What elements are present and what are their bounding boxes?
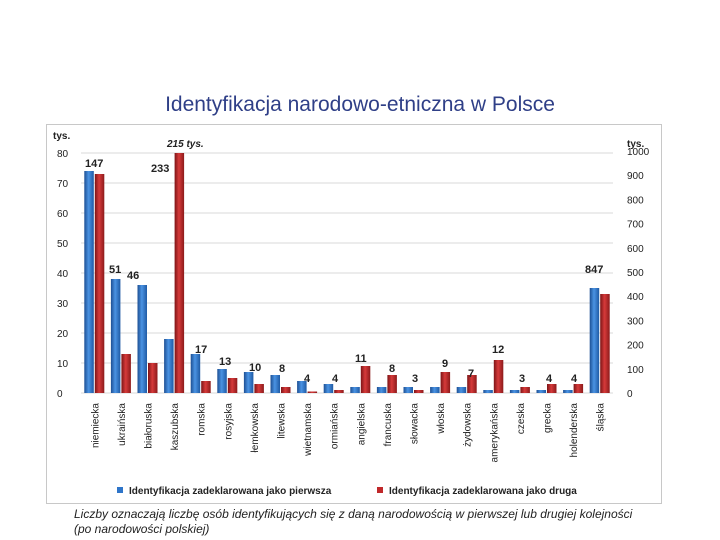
right-tick-label: 300 (627, 316, 644, 328)
left-tick-label: 0 (57, 389, 63, 400)
category-label: śląska (595, 403, 607, 432)
left-tick-label: 10 (57, 359, 69, 370)
bar-second-9 (334, 390, 344, 393)
data-label: 12 (492, 344, 505, 356)
bar-second-13 (441, 372, 451, 393)
category-label: romska (196, 403, 208, 436)
bar-chart (47, 125, 661, 503)
bar-second-0 (95, 174, 105, 393)
gridlines (81, 153, 613, 393)
bar-first-2 (138, 285, 148, 393)
data-label: 13 (219, 356, 232, 368)
bar-second-10 (361, 366, 371, 393)
bar-first-15 (483, 390, 493, 393)
right-tick-label: 100 (627, 364, 644, 376)
category-label: niemiecka (90, 403, 102, 449)
category-label: rosyjska (223, 403, 235, 440)
caption-line-2: (po narodowości polskiej) (74, 522, 210, 536)
left-tick-label: 40 (57, 269, 69, 280)
bar-first-5 (217, 369, 227, 393)
bar-second-15 (494, 360, 504, 393)
chart-frame (46, 124, 662, 504)
category-label: żydowska (462, 403, 474, 447)
bar-second-1 (121, 354, 130, 393)
left-tick-label: 50 (57, 239, 69, 250)
bar-second-11 (387, 375, 397, 393)
left-tick-label: 80 (57, 149, 69, 160)
category-label: francuska (382, 403, 394, 447)
left-tick-label: 60 (57, 209, 69, 220)
bar-first-1 (111, 279, 121, 393)
bar-second-6 (254, 384, 264, 393)
right-tick-label: 400 (627, 292, 644, 304)
bar-first-4 (191, 354, 201, 393)
data-label: 8 (389, 363, 396, 375)
bar-first-17 (537, 390, 547, 393)
legend-label-first: Identyfikacja zadeklarowana jako pierwsza (129, 486, 332, 497)
left-axis-ticks (57, 149, 69, 400)
bar-second-12 (414, 390, 424, 393)
caption (74, 507, 674, 537)
right-tick-label: 0 (627, 389, 633, 400)
bar-first-3 (164, 339, 174, 393)
right-tick-label: 600 (627, 243, 644, 255)
bar-second-16 (520, 387, 530, 393)
data-label: 17 (195, 344, 208, 356)
left-tick-label: 20 (57, 329, 69, 340)
category-label: ormiańska (329, 403, 341, 450)
category-label: ukraińska (116, 403, 128, 446)
bar-second-18 (574, 384, 584, 393)
data-label: 215 tys. (167, 139, 204, 150)
category-label: amerykańska (489, 403, 501, 463)
bar-second-19 (600, 294, 610, 393)
bar-second-2 (148, 363, 158, 393)
category-label: angielska (356, 403, 368, 446)
bar-first-18 (563, 390, 573, 393)
data-labels (85, 139, 603, 385)
bar-second-7 (281, 387, 291, 393)
data-label: 4 (546, 373, 553, 385)
data-label: 4 (332, 373, 339, 385)
bar-second-17 (547, 384, 557, 393)
right-axis-unit: tys. (627, 139, 645, 150)
data-label: 233 (151, 163, 170, 175)
left-axis-unit: tys. (53, 131, 71, 142)
category-labels (90, 403, 606, 463)
data-label: 3 (412, 373, 419, 385)
data-label: 4 (571, 373, 578, 385)
data-label: 51 (109, 264, 122, 276)
category-label: białoruska (143, 403, 155, 449)
left-tick-label: 70 (57, 179, 69, 190)
category-label: grecka (542, 403, 554, 434)
data-label: 4 (304, 373, 311, 385)
data-label: 46 (127, 270, 140, 282)
category-label: kaszubska (170, 403, 182, 451)
legend (117, 486, 577, 497)
data-label: 9 (442, 358, 449, 370)
legend-label-second: Identyfikacja zadeklarowana jako druga (389, 486, 577, 497)
chart-title: Identyfikacja narodowo-etniczna w Polsce (165, 93, 555, 116)
bar-first-10 (350, 387, 360, 393)
right-tick-label: 700 (627, 219, 644, 231)
bar-second-8 (308, 392, 318, 394)
right-tick-label: 500 (627, 268, 644, 279)
bar-second-5 (228, 378, 238, 393)
bar-first-13 (430, 387, 440, 393)
bar-first-12 (404, 387, 414, 393)
category-label: wietnamska (303, 403, 315, 456)
bar-first-11 (377, 387, 387, 393)
right-tick-label: 200 (627, 340, 644, 352)
category-label: holenderska (569, 403, 581, 458)
bar-second-4 (201, 381, 211, 393)
bar-first-9 (324, 384, 334, 393)
data-label: 11 (355, 353, 367, 365)
data-label: 147 (85, 158, 104, 170)
data-label: 8 (279, 363, 286, 375)
bar-first-6 (244, 372, 254, 393)
right-axis-ticks (627, 147, 650, 400)
data-label: 10 (249, 362, 262, 374)
bar-first-19 (590, 288, 600, 393)
left-tick-label: 30 (57, 299, 69, 310)
data-label: 3 (519, 373, 526, 385)
right-tick-label: 1000 (627, 147, 650, 158)
bar-first-0 (84, 171, 94, 393)
bar-first-16 (510, 390, 520, 393)
right-tick-label: 800 (627, 195, 644, 207)
right-tick-label: 900 (627, 171, 644, 183)
data-label: 7 (468, 368, 475, 380)
legend-swatch-second (377, 487, 383, 493)
category-label: czeska (515, 403, 527, 435)
caption-line-1: Liczby oznaczają liczbę osób identyfikujących się z daną narodowością w pierwszej lub drugiej kolejności (74, 507, 633, 521)
category-label: łemkowska (249, 403, 261, 453)
category-label: słowacka (409, 403, 421, 445)
bar-second-3 (175, 153, 185, 393)
data-label: 847 (585, 264, 604, 276)
category-label: litewska (276, 403, 288, 439)
bar-first-14 (457, 387, 467, 393)
legend-swatch-first (117, 487, 123, 493)
bar-first-7 (271, 375, 281, 393)
category-label: włoska (436, 403, 448, 434)
